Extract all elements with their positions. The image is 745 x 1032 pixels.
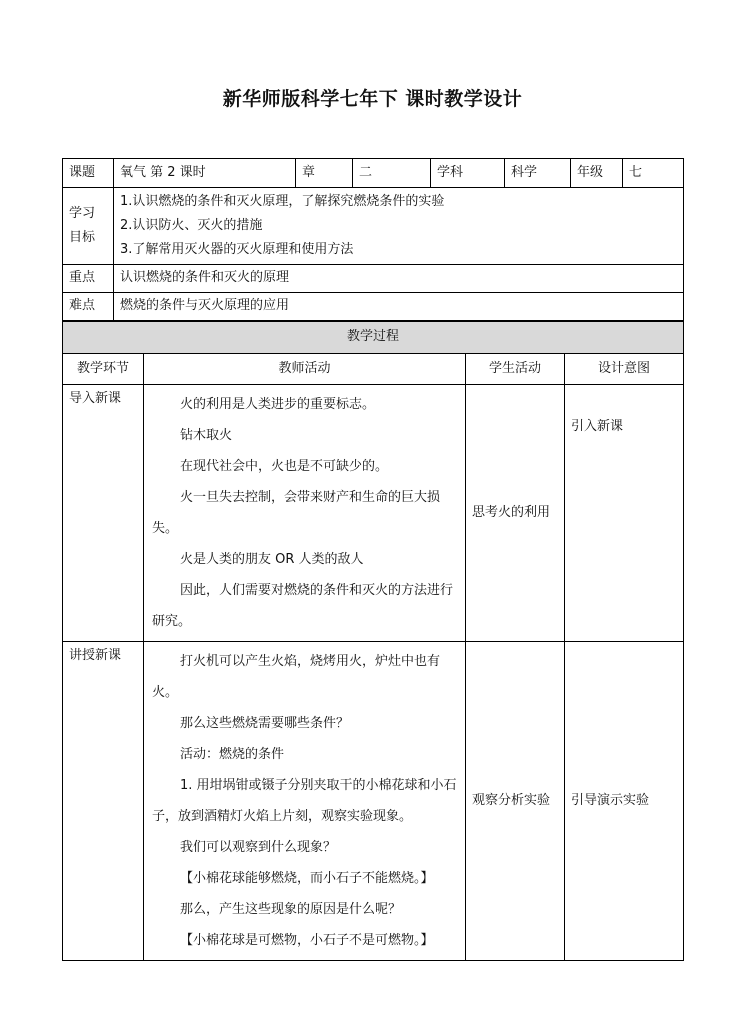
column-header-teacher: 教师活动 xyxy=(144,354,466,385)
grade-value: 七 xyxy=(623,159,684,188)
teacher-paragraph: 【小棉花球能够燃烧，而小石子不能燃烧。】 xyxy=(180,871,434,886)
process-row-new-lesson xyxy=(63,642,684,961)
stage-cell: 讲授新课 xyxy=(63,642,144,961)
teacher-paragraph: 我们可以观察到什么现象？ xyxy=(180,840,337,855)
teacher-paragraph: 火的利用是人类进步的重要标志。 xyxy=(180,397,376,412)
objective-item: 2.认识防火、灭火的措施 xyxy=(120,218,263,233)
topic-value: 氧气 第 2 课时 xyxy=(114,159,296,188)
objectives-label-line1: 学习 xyxy=(69,206,96,221)
grade-label: 年级 xyxy=(571,159,623,188)
difficulty-label: 难点 xyxy=(63,293,114,321)
objective-item: 3.了解常用灭火器的灭火原理和使用方法 xyxy=(120,242,354,257)
teacher-paragraph: 那么这些燃烧需要哪些条件？ xyxy=(180,716,350,731)
teacher-paragraph: 那么，产生这些现象的原因是什么呢？ xyxy=(180,902,402,917)
subject-label: 学科 xyxy=(431,159,505,188)
column-header-student: 学生活动 xyxy=(466,354,565,385)
subject-value: 科学 xyxy=(505,159,571,188)
chapter-label: 章 xyxy=(296,159,353,188)
key-point-value: 认识燃烧的条件和灭火的原理 xyxy=(114,265,684,293)
objective-item: 1.认识燃烧的条件和灭火原理，了解探究燃烧条件的实验 xyxy=(120,194,445,209)
design-intent-cell: 引入新课 xyxy=(565,385,684,642)
student-activity-cell: 观察分析实验 xyxy=(466,642,565,961)
objectives-list xyxy=(114,188,684,265)
design-intent-cell: 引导演示实验 xyxy=(565,642,684,961)
key-point-label: 重点 xyxy=(63,265,114,293)
topic-label: 课题 xyxy=(63,159,114,188)
teacher-activity-cell xyxy=(144,642,466,961)
teacher-paragraph: 火一旦失去控制，会带来财产和生命的巨大损失。 xyxy=(152,490,441,536)
column-header-intent: 设计意图 xyxy=(565,354,684,385)
teacher-paragraph: 活动：燃烧的条件 xyxy=(180,747,285,762)
column-header-stage: 教学环节 xyxy=(63,354,144,385)
page-title: 新华师版科学七年下 课时教学设计 xyxy=(222,88,523,110)
teacher-paragraph: 【小棉花球是可燃物，小石子不是可燃物。】 xyxy=(180,933,434,948)
teacher-activity-cell xyxy=(144,385,466,642)
difficulty-value: 燃烧的条件与灭火原理的应用 xyxy=(114,293,684,321)
process-title: 教学过程 xyxy=(63,322,684,354)
teacher-paragraph: 在现代社会中，火也是不可缺少的。 xyxy=(180,459,389,474)
teacher-paragraph: 钻木取火 xyxy=(180,428,233,443)
student-activity-cell: 思考火的利用 xyxy=(466,385,565,642)
objectives-label xyxy=(63,188,114,265)
teacher-paragraph: 火是人类的朋友 OR 人类的敌人 xyxy=(180,552,364,567)
teacher-paragraph: 打火机可以产生火焰，烧烤用火，炉灶中也有火。 xyxy=(152,654,441,700)
teacher-paragraph: 因此，人们需要对燃烧的条件和灭火的方法进行研究。 xyxy=(152,583,454,629)
stage-cell: 导入新课 xyxy=(63,385,144,642)
teacher-paragraph: 1. 用坩埚钳或镊子分别夹取干的小棉花球和小石子，放到酒精灯火焰上片刻，观察实验现象。 xyxy=(152,778,457,824)
chapter-value: 二 xyxy=(353,159,431,188)
process-row-intro xyxy=(63,385,684,642)
objectives-label-line2: 目标 xyxy=(69,230,96,245)
teaching-process-table xyxy=(62,321,684,961)
lesson-info-table xyxy=(62,158,684,321)
